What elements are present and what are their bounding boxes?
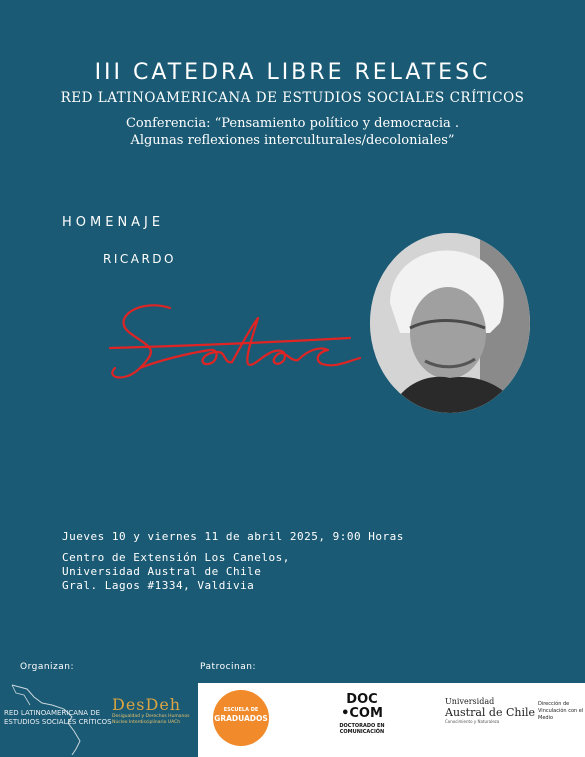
red-latinoamericana-name: RED LATINOAMERICANA DE ESTUDIOS SOCIALES CRÍTICOS: [4, 709, 112, 726]
doccom-com: •COM: [341, 706, 383, 721]
desdeh-logo: [112, 695, 192, 726]
uach-logo: [445, 697, 585, 724]
conference-line-2: Algunas reflexiones interculturales/decoloniales”: [130, 133, 455, 148]
event-title: III CATEDRA LIBRE RELATESC: [94, 60, 491, 85]
uach-direccion: Dirección de Vinculación con el Medio: [538, 701, 584, 721]
desdeh-subtitle: Desigualdad y Derechos Humanos Núcleo Interdisciplinario UACh: [112, 714, 190, 725]
event-address: Gral. Lagos #1334, Valdivia: [62, 579, 255, 592]
conference-line-1: Conferencia: “Pensamiento político y democracia .: [125, 116, 460, 131]
portrait-photo: [370, 233, 530, 413]
event-university: Universidad Austral de Chile: [62, 565, 262, 578]
event-venue: Centro de Extensión Los Canelos,: [62, 551, 290, 564]
doccom-logo: [332, 693, 392, 735]
uach-motto: Conocimiento y Naturaleza: [445, 719, 500, 724]
doccom-subtitle: DOCTORADO EN COMUNICACIÓN: [339, 723, 385, 735]
uach-universidad: Universidad: [445, 697, 495, 706]
organizers-label: Organizan:: [20, 662, 75, 672]
desdeh-title: DesDeh: [112, 695, 182, 714]
sponsors-label: Patrocinan:: [200, 662, 256, 672]
network-subtitle: RED LATINOAMERICANA DE ESTUDIOS SOCIALES CRÍTICOS: [60, 90, 525, 106]
escuela-label: ESCUELA DE: [223, 707, 259, 713]
doccom-doc: DOC: [346, 692, 378, 707]
uach-austral: Austral de Chile: [445, 706, 536, 719]
salas-signature: [100, 288, 380, 398]
event-date: Jueves 10 y viernes 11 de abril 2025, 9:00 Horas: [62, 530, 404, 543]
escuela-graduados-logo: [213, 690, 269, 746]
first-name-label: RICARDO: [103, 252, 176, 266]
homenaje-label: HOMENAJE: [62, 215, 165, 230]
graduados-label: GRADUADOS: [214, 714, 268, 723]
